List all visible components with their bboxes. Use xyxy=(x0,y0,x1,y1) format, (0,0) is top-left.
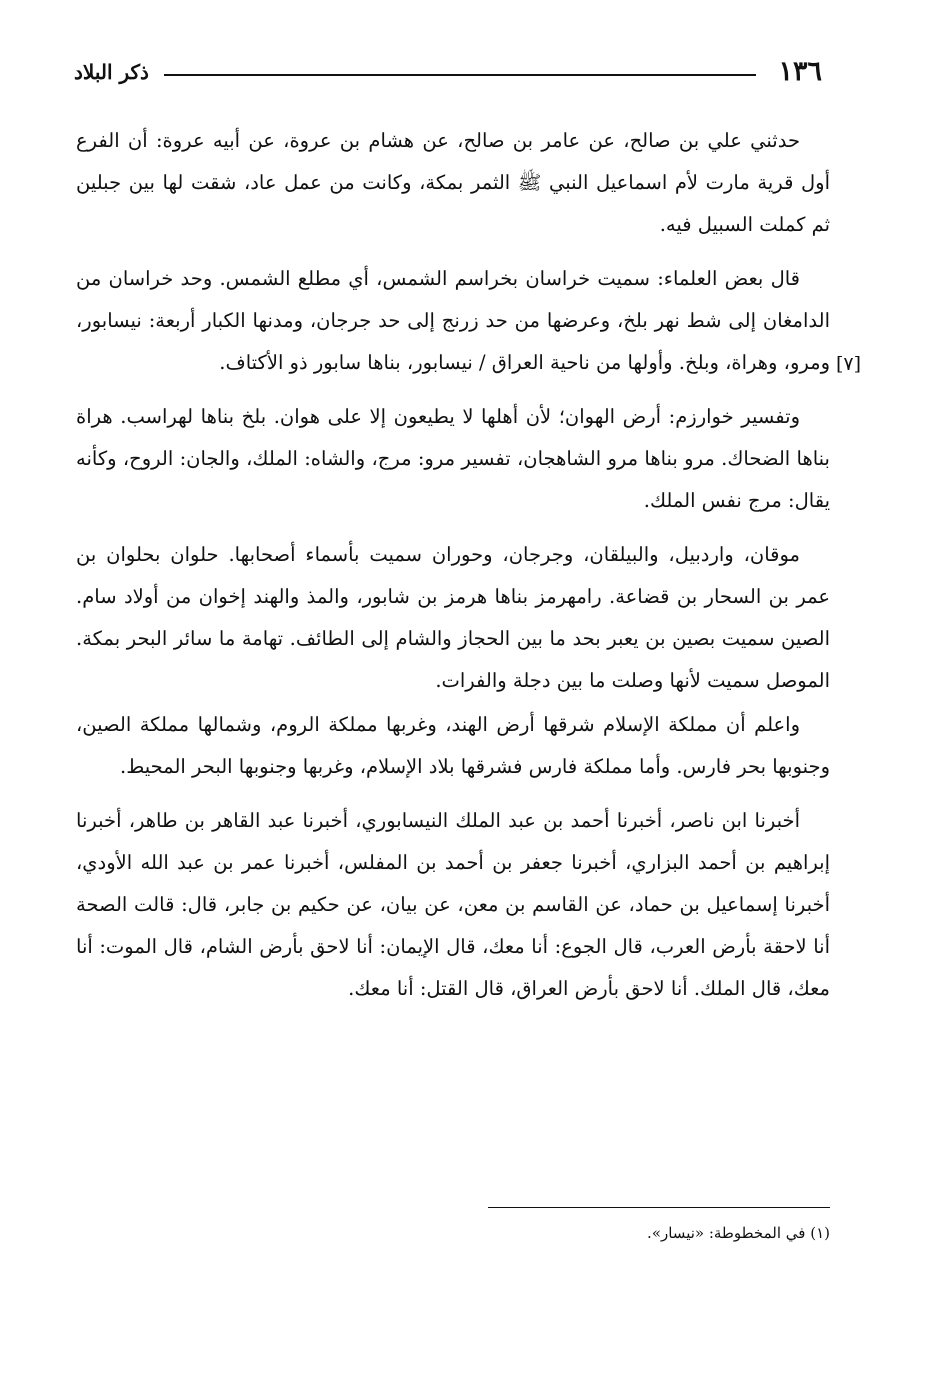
paragraph-4: موقان، واردبيل، والبيلقان، وجرجان، وحوران سميت بأسماء أصحابها. حلوان بحلوان بن عمر بن السحار بن قضاعة. رامهرمز بناها هرمز بن شابور، والمذ والهند إخوان من أولاد سام. الصين سميت بصين بن يعبر بحد ما بين الحجاز والشام إلى الطائف. تهامة ما سائر البحر بمكة. الموصل سميت لأنها وصلت ما بين دجلة والفرات. xyxy=(76,543,830,692)
paragraph-6: أخبرنا ابن ناصر، أخبرنا أحمد بن عبد الملك النيسابوري، أخبرنا عبد القاهر بن طاهر، أخبرنا إبراهيم بن أحمد البزاري، أخبرنا جعفر بن أحمد بن المفلس، أخبرنا عمر بن عبد الله الأودي، أخبرنا إسماعيل بن حماد، عن القاسم بن معن، عن بيان، عن حكيم بن جابر، قال: قالت الصحة أنا لاحقة بأرض العرب، قال الجوع: أنا معك، قال الإيمان: أنا لاحق بأرض الشام، قال الموت: أنا معك، قال الملك. أنا لاحق بأرض العراق، قال القتل: أنا معك. xyxy=(76,809,830,1000)
footnote-rule xyxy=(488,1207,830,1208)
header-rule xyxy=(164,74,756,76)
running-title: ذكر البلاد xyxy=(74,60,149,84)
page-header xyxy=(74,52,822,92)
footnote: (١) في المخطوطة: «نيسار». xyxy=(647,1224,830,1242)
paragraph-3: وتفسير خوارزم: أرض الهوان؛ لأن أهلها لا يطيعون إلا على هوان. بلخ بناها لهراسب. هراة بناها الضحاك. مرو بناها مرو الشاهجان، تفسير مرو: مرج، والشاه: الملك، والجان: الروح، وكأنه يقال: مرج نفس الملك. xyxy=(76,405,830,512)
paragraph-5: واعلم أن مملكة الإسلام شرقها أرض الهند، وغربها مملكة الروم، وشمالها مملكة الصين، وجنوبها بحر فارس. وأما مملكة فارس فشرقها بلاد الإسلام، وغربها وجنوبها البحر المحيط. xyxy=(76,713,830,778)
paragraph-1: حدثني علي بن صالح، عن عامر بن صالح، عن هشام بن عروة، عن أبيه عروة: أن الفرع أول قرية مارت لأم اسماعيل النبي ﷺ الثمر بمكة، وكانت من عمل عاد، شقت لها بين جبلين ثم كملت السبيل فيه. xyxy=(76,129,830,236)
main-text xyxy=(76,120,830,1010)
manuscript-folio-marker: [٧] xyxy=(836,353,862,375)
paragraph-2: قال بعض العلماء: سميت خراسان بخراسم الشمس، أي مطلع الشمس. وحد خراسان من الدامغان إلى شط نهر بلخ، وعرضها من حد زرنج إلى حد جرجان، ومدنها الكبار أربعة: نيسابور، ومرو، وهراة، وبلخ. وأولها من ناحية العراق / نيسابور، بناها سابور ذو الأكتاف. xyxy=(76,267,830,374)
page-number: ١٣٦ xyxy=(778,56,822,87)
